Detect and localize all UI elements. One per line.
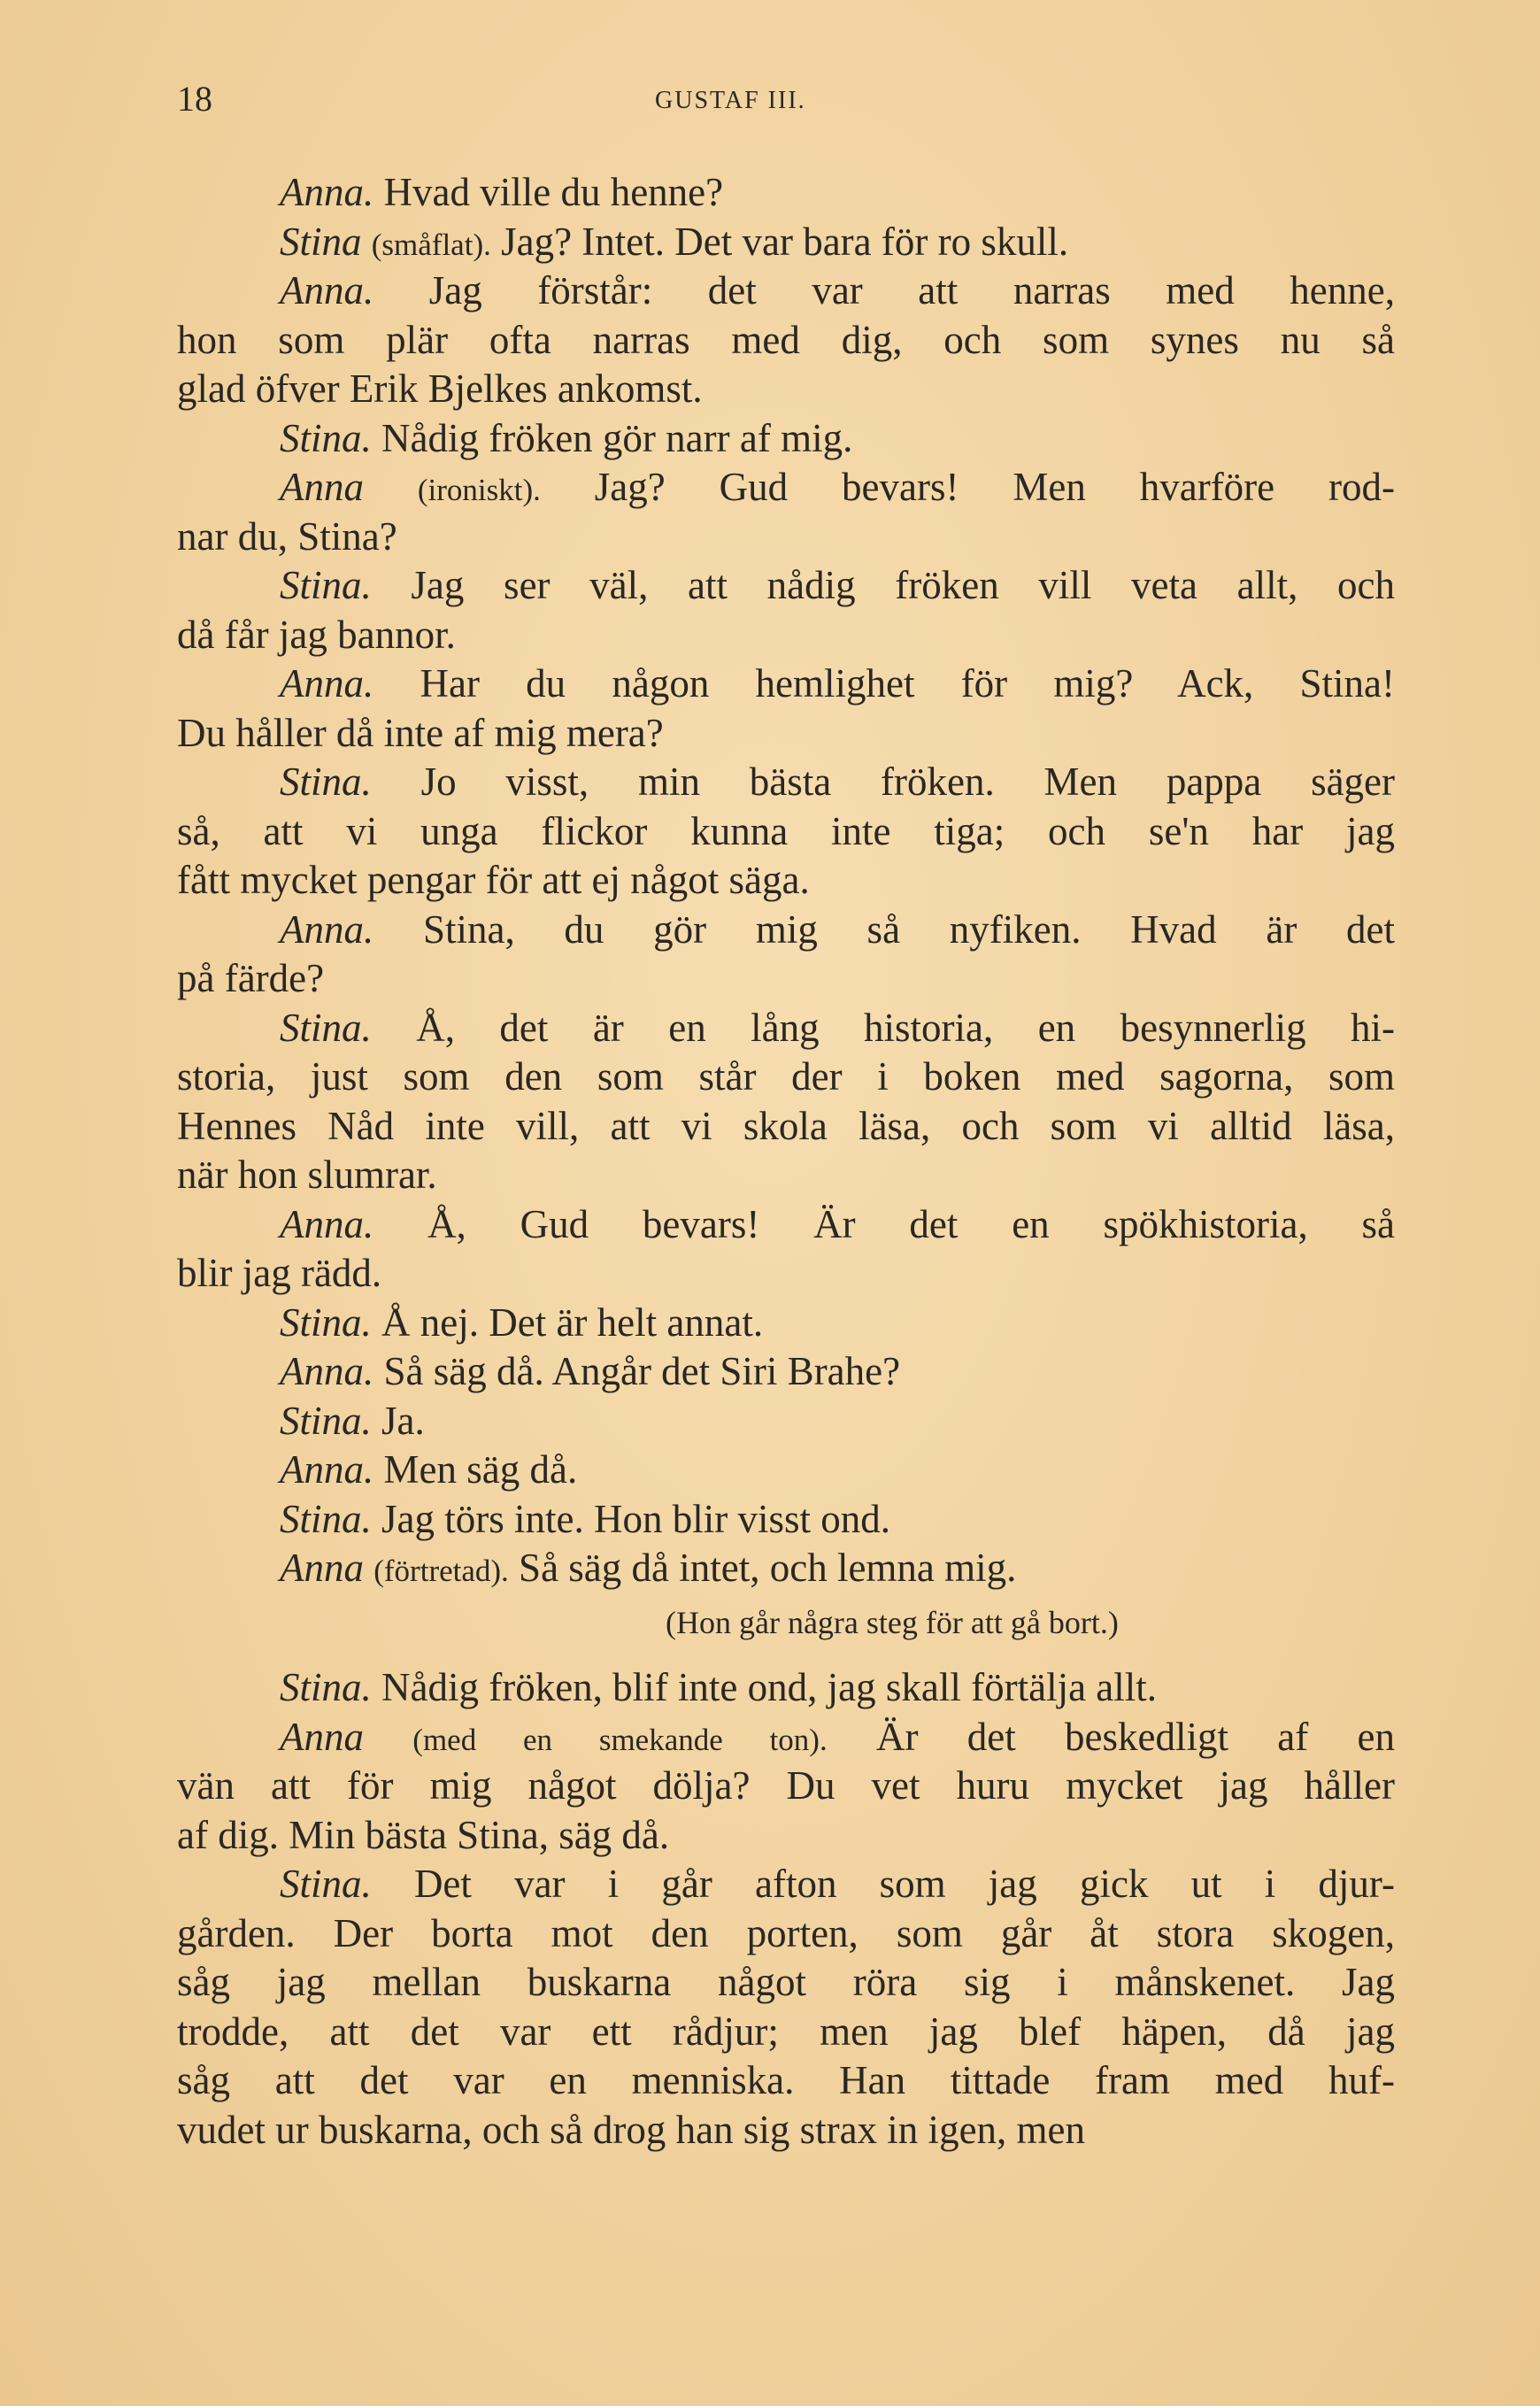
line-text: Jo visst, min bästa fröken. Men pappa säger [420, 760, 1396, 804]
line-text: Jag ser väl, att nådig fröken vill veta allt, och [411, 563, 1395, 607]
text-line [177, 906, 1395, 955]
text-line: vudet ur buskarna, och så drog han sig strax in igen, men [177, 2107, 1086, 2152]
line-text: Så säg då. Angår det Siri Brahe? [383, 1349, 901, 1393]
line-text: Har du någon hemlighet för mig? Ack, Stina! [420, 661, 1396, 706]
line-text: Ja. [381, 1398, 425, 1443]
line-text: Men säg då. [383, 1447, 578, 1492]
line-text: Å nej. Det är helt annat. [381, 1299, 764, 1345]
text-line: Hennes Nåd inte vill, att vi skola läsa, och som vi alltid läsa, [177, 1103, 1395, 1148]
text-line: såg att det var en menniska. Han tittade fram med huf- [177, 2058, 1395, 2102]
text-line [177, 1397, 1395, 1446]
text-line [177, 1495, 1395, 1545]
text-line: då får jag bannor. [177, 612, 456, 657]
line-text: Det var i går afton som jag gick ut i djur- [413, 1862, 1395, 1906]
line-text: Jag förstår: det var att narras med henne, [428, 268, 1396, 312]
speaker-name: Anna [280, 1546, 364, 1590]
speaker-name: Anna. [280, 1201, 374, 1246]
text-line [177, 758, 1395, 807]
line-text: Hvad ville du henne? [383, 170, 724, 214]
text-line [177, 218, 1395, 267]
line-text: Jag? Gud bevars! Men hvarföre rod- [594, 465, 1395, 509]
speaker-name: Stina. [280, 760, 372, 804]
text-line: nar du, Stina? [177, 513, 397, 559]
page-number: 18 [177, 79, 212, 119]
line-text: Å, det är en lång historia, en besynnerlig hi- [416, 1005, 1396, 1050]
speaker-name: Anna. [280, 268, 374, 312]
text-line: af dig. Min bästa Stina, säg då. [177, 1812, 670, 1857]
speaker-name: Anna. [280, 1447, 374, 1492]
speaker-name: Anna. [280, 1349, 374, 1393]
speaker-name: Anna. [280, 906, 374, 952]
body-text [177, 168, 1395, 2155]
text-line: på färde? [177, 956, 325, 1000]
text-line [177, 1544, 1395, 1593]
text-line [177, 1713, 1395, 1762]
stage-note: (småflat). [371, 227, 491, 262]
text-line [177, 659, 1395, 709]
text-line: när hon slumrar. [177, 1153, 437, 1197]
speaker-name: Stina. [280, 1299, 372, 1345]
text-line [177, 266, 1395, 316]
text-line: så, att vi unga flickor kunna inte tiga; och se'n har jag [177, 808, 1395, 853]
stage-note: (förtretad). [373, 1554, 509, 1588]
text-line [177, 1299, 1395, 1348]
line-text: Å, Gud bevars! Är det en spökhistoria, så [427, 1201, 1395, 1246]
text-line: blir jag rädd. [177, 1251, 382, 1295]
text-line [177, 1663, 1395, 1713]
line-text: Nådig fröken, blif inte ond, jag skall förtälja allt. [381, 1665, 1158, 1709]
text-line: storia, just som den som står der i boken med sagorna, som [177, 1054, 1395, 1099]
speaker-name: Stina. [280, 1005, 372, 1050]
text-line [177, 414, 1395, 464]
text-line: hon som plär ofta narras med dig, och som synes nu så [177, 317, 1395, 362]
text-line [177, 1446, 1395, 1495]
line-text: Så säg då intet, och lemna mig. [519, 1546, 1017, 1590]
speaker-name: Anna. [280, 661, 374, 706]
text-line [177, 1347, 1395, 1397]
speaker-name: Stina. [280, 415, 372, 460]
page-header [177, 78, 1398, 131]
running-title: GUSTAF III. [655, 87, 806, 114]
text-line [177, 1200, 1395, 1250]
speaker-name: Stina [280, 219, 362, 264]
speaker-name: Anna. [280, 170, 374, 214]
text-line [177, 1860, 1395, 1909]
line-text: Jag törs inte. Hon blir visst ond. [381, 1496, 890, 1541]
stage-note: (med en smekande ton). [412, 1722, 828, 1757]
text-line: glad öfver Erik Bjelkes ankomst. [177, 366, 703, 411]
text-line [177, 168, 1395, 218]
speaker-name: Anna [280, 1714, 364, 1759]
text-line [177, 561, 1395, 611]
text-line: gården. Der borta mot den porten, som går åt stora skogen, [177, 1910, 1395, 1955]
line-text: Är det beskedligt af en [876, 1714, 1396, 1759]
speaker-name: Anna [280, 465, 364, 509]
speaker-name: Stina. [280, 1398, 372, 1443]
text-line [177, 1004, 1395, 1053]
line-text: Jag? Intet. Det var bara för ro skull. [501, 219, 1069, 264]
text-line: fått mycket pengar för att ej något säga. [177, 858, 810, 902]
line-text: Nådig fröken gör narr af mig. [381, 415, 853, 460]
text-line: såg jag mellan buskarna något röra sig i månskenet. Jag [177, 1960, 1395, 2004]
line-text: Stina, du gör mig så nyfiken. Hvad är det [422, 906, 1395, 952]
text-line: Du håller då inte af mig mera? [177, 710, 664, 755]
speaker-name: Stina. [280, 563, 372, 607]
text-line [177, 463, 1395, 513]
stage-note: (ironiskt). [417, 473, 541, 507]
text-line: vän att för mig något dölja? Du vet huru mycket jag håller [177, 1763, 1395, 1808]
speaker-name: Stina. [280, 1665, 372, 1709]
speaker-name: Stina. [280, 1862, 372, 1906]
stage-direction: (Hon går några steg för att gå bort.) [666, 1604, 1119, 1640]
speaker-name: Stina. [280, 1496, 372, 1541]
text-line: trodde, att det var ett rådjur; men jag blef häpen, då jag [177, 2009, 1395, 2054]
